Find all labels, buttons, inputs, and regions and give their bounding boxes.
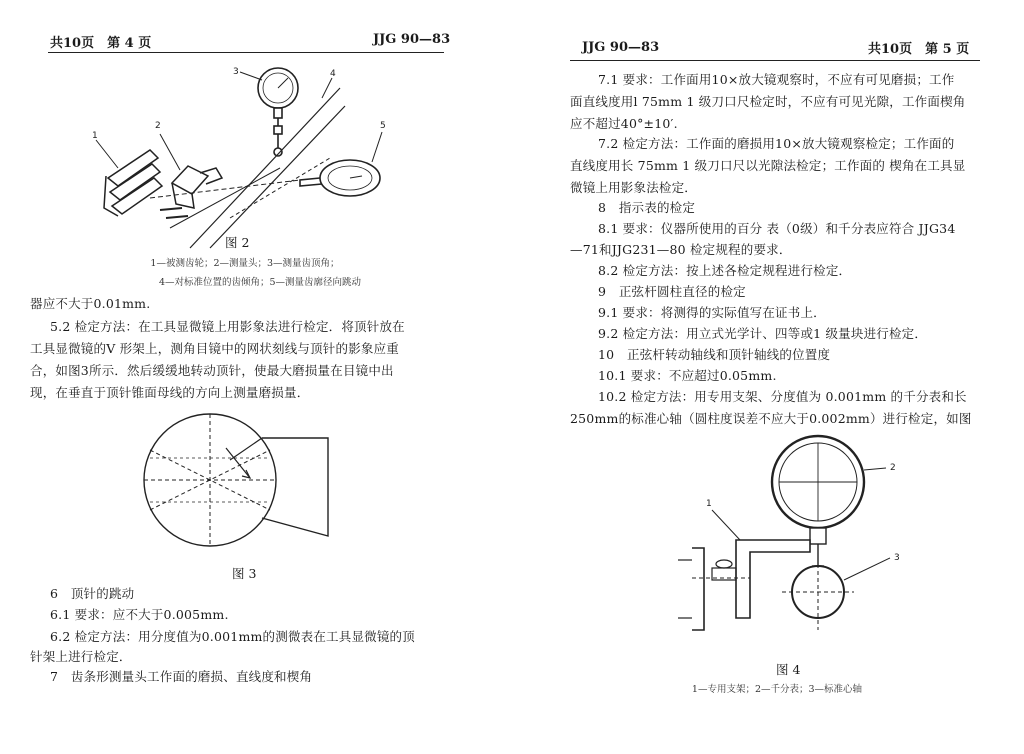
section-6-2-line-2: 针架上进行检定． [30,649,132,664]
section-9-heading: 9 正弦杆圆柱直径的检定 [598,284,746,299]
left-text-line-2: 5.2 检定方法：在工具显微镜上用影象法进行检定．将顶针放在 [50,319,405,334]
figure-2-runout-gauge [300,132,382,196]
section-9-2: 9.2 检定方法：用立式光学计、四等或1 级量块进行检定． [598,326,928,341]
figure-3-diagram [0,408,512,558]
figure-2-legend-line-2: 4—对标准位置的齿倾角；5—测量齿廓径向跳动 [158,277,362,288]
figure-2-measuring-head [160,134,222,208]
section-6-2-line-1: 6.2 检定方法：用分度值为0.001mm的测微表在工具显微镜的顶 [50,629,415,644]
right-header-pages: 共10页 第 5 页 [868,42,970,57]
figure-3-title: 图 3 [232,566,257,581]
figure-2-label-1: 1 [92,131,98,141]
figure-2-reference-lines [150,78,345,248]
figure-4-title: 图 4 [776,662,801,677]
right-text-line-6: 微镜上用影象法检定． [570,180,698,195]
left-header-code: JJG 90—83 [373,32,451,47]
figure-4-label-2: 2 [890,463,896,473]
figure-2-label-3: 3 [233,67,239,77]
right-text-line-5: 直线度用长 75mm 1 级刀口尺以光隙法检定；工作面的 楔角在工具显 [570,158,966,173]
figure-2-label-5: 5 [380,121,386,131]
section-6-1: 6.1 要求：应不大于0.005mm. [50,607,229,622]
figure-2-gear [96,140,162,216]
figure-4-diagram [512,430,1024,660]
section-10-heading: 10 正弦杆转动轴线和顶针轴线的位置度 [598,347,831,362]
section-8-1-line-2: —71和JJG231—80 检定规程的要求． [570,242,792,257]
figure-2-title: 图 2 [225,235,250,250]
figure-2-legend-line-1: 1—被测齿轮；2—测量头；3—测量齿顶角； [150,258,340,269]
right-header-rule [570,60,980,61]
left-text-line-5: 现，在垂直于顶针锥面母线的方向上测量磨损量． [30,385,310,400]
figure-4-legend: 1—专用支架；2—千分表；3—标准心轴 [691,684,863,695]
figure-2-diagram [0,58,512,288]
right-text-line-3: 应不超过40°±10′. [570,116,678,131]
section-9-1: 9.1 要求：将测得的实际值写在证书上． [598,305,826,320]
figure-4-label-1: 1 [706,499,712,509]
section-8-1-line-1: 8.1 要求：仪器所使用的百分 表（0级）和千分表应符合 JJG34 [598,221,956,236]
section-10-2-line-2: 250mm的标准心轴（圆柱度误差不应大于0.002mm）进行检定，如图 [570,411,972,426]
section-10-2-line-1: 10.2 检定方法：用专用支架、分度值为 0.001mm 的千分表和长 [598,389,967,404]
left-text-line-1: 器应不大于0.01mm. [30,296,151,311]
left-header-pages: 共10页 第 4 页 [50,36,152,51]
right-page [512,0,1024,754]
section-6-heading: 6 顶针的跳动 [50,586,135,601]
right-text-line-1: 7.1 要求：工作面用10×放大镜观察时，不应有可见磨损；工作 [598,72,955,87]
figure-2-label-4: 4 [330,69,336,79]
section-8-heading: 8 指示表的检定 [598,200,696,215]
left-text-line-4: 合，如图3所示．然后缓缓地转动顶针，使最大磨损量在目镜中出 [30,363,394,378]
section-7-heading: 7 齿条形测量头工作面的磨损、直线度和楔角 [50,669,313,684]
right-text-line-4: 7.2 检定方法：工作面的磨损用10×放大镜观察检定；工作面的 [598,136,955,151]
figure-2-label-2: 2 [155,121,161,131]
left-header-rule [48,52,444,53]
section-8-2: 8.2 检定方法：按上述各检定规程进行检定． [598,263,852,278]
right-text-line-2: 面直线度用l 75mm 1 级刀口尺检定时，不应有可见光隙，工作面楔角 [570,94,966,109]
section-10-1: 10.1 要求：不应超过0.05mm. [598,368,777,383]
right-header-code: JJG 90—83 [582,40,660,55]
left-text-line-3: 工具显微镜的V 形架上，测角目镜中的网状刻线与顶针的影象应重 [30,341,400,356]
figure-4-label-3: 3 [894,553,900,563]
